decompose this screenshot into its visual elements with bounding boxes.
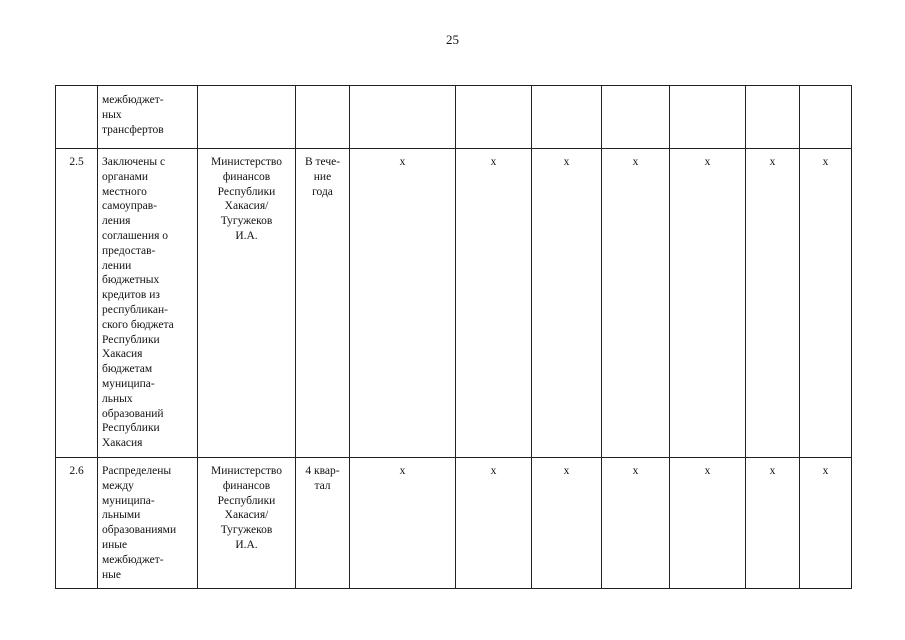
responsible-executor: Министерство финансов Республики Хакасия/ Тугужеков И.А. (198, 149, 296, 458)
mark-cell: x (746, 457, 800, 588)
mark-cell: x (350, 149, 456, 458)
mark-cell (800, 86, 852, 149)
mark-cell (350, 86, 456, 149)
mark-cell: x (532, 149, 602, 458)
mark-cell: x (602, 457, 670, 588)
mark-cell (670, 86, 746, 149)
event-description: межбюджет- ных трансфертов (98, 86, 198, 149)
mark-cell: x (456, 149, 532, 458)
mark-cell: x (800, 149, 852, 458)
mark-cell: x (670, 149, 746, 458)
table-row (56, 457, 852, 588)
mark-cell (456, 86, 532, 149)
event-description: Заключены с органами местного самоуправ- ления соглашения о предостав- лении бюджетных кредитов из республикан- ского бюджета Республики Хакасия бюджетам муниципа- льных образований Республики Хакасия (98, 149, 198, 458)
mark-cell: x (602, 149, 670, 458)
mark-cell: x (670, 457, 746, 588)
mark-cell: x (746, 149, 800, 458)
row-number: 2.5 (56, 149, 98, 458)
mark-cell: x (532, 457, 602, 588)
table-row (56, 86, 852, 149)
mark-cell (602, 86, 670, 149)
page-number: 25 (446, 32, 459, 47)
event-description: Распределены между муниципа- льными образованиями иные межбюджет- ные (98, 457, 198, 588)
responsible-executor (198, 86, 296, 149)
row-number: 2.6 (56, 457, 98, 588)
mark-cell (532, 86, 602, 149)
responsible-executor: Министерство финансов Республики Хакасия/ Тугужеков И.А. (198, 457, 296, 588)
table-row (56, 149, 852, 458)
plan-table (55, 85, 852, 589)
execution-term (296, 86, 350, 149)
execution-term: 4 квар- тал (296, 457, 350, 588)
execution-term: В тече- ние года (296, 149, 350, 458)
mark-cell: x (350, 457, 456, 588)
mark-cell: x (456, 457, 532, 588)
row-number (56, 86, 98, 149)
mark-cell: x (800, 457, 852, 588)
mark-cell (746, 86, 800, 149)
